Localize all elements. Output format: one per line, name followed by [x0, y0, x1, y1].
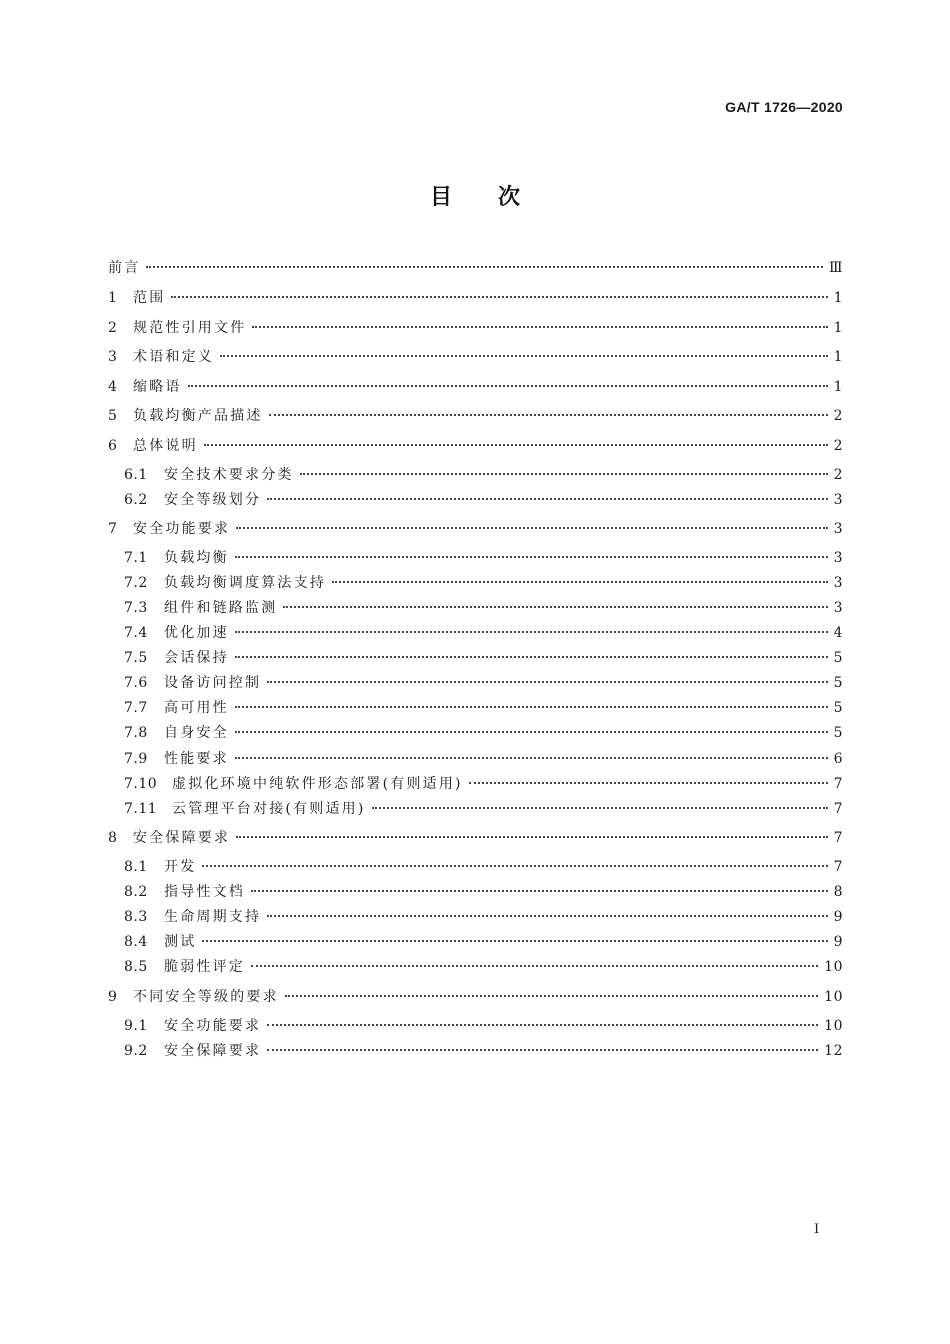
- toc-entry-page: 6: [833, 751, 843, 767]
- toc-entry-page: 2: [833, 408, 843, 424]
- toc-entry-label: 性能要求: [164, 751, 229, 767]
- toc-entry-label: 安全功能要求: [133, 521, 231, 537]
- toc-entry[interactable]: [108, 828, 843, 848]
- toc-entry[interactable]: [124, 882, 843, 902]
- toc-entry-page: 9: [833, 909, 843, 925]
- dot-leader: [235, 756, 828, 759]
- toc-entry-page: 1: [833, 379, 843, 395]
- toc-entry-number: 8.4: [124, 934, 148, 950]
- dot-leader: [235, 555, 828, 558]
- toc-entry-label: 不同安全等级的要求: [133, 989, 279, 1005]
- toc-entry[interactable]: [124, 1016, 843, 1036]
- toc-entry-number: 6.2: [124, 492, 148, 508]
- toc-entry-number: 8.2: [124, 884, 148, 900]
- dot-leader: [146, 265, 823, 268]
- toc-entry-number: 7.4: [124, 625, 148, 641]
- toc-entry-number: 7.2: [124, 575, 148, 591]
- toc-entry-label: 安全保障要求: [164, 1043, 262, 1059]
- toc-entry-number: 6: [108, 438, 118, 454]
- page-title: 目次: [429, 185, 566, 210]
- toc-entry-page: Ⅲ: [828, 260, 843, 276]
- dot-leader: [300, 472, 828, 475]
- toc-entry[interactable]: [124, 623, 843, 643]
- toc-entry-label: 负载均衡调度算法支持: [164, 575, 326, 591]
- toc-entry-number: 7.5: [124, 650, 148, 666]
- document-id: GA/T 1726—2020: [725, 99, 843, 115]
- toc-entry-number: 7.6: [124, 675, 148, 691]
- toc-entry-page: 10: [824, 959, 843, 975]
- toc-entry-number: 7.8: [124, 725, 148, 741]
- toc-entry-page: 7: [833, 801, 843, 817]
- toc-entry-label: 云管理平台对接(有则适用): [172, 801, 366, 817]
- dot-leader: [285, 994, 818, 997]
- toc-entry-label: 指导性文档: [164, 884, 245, 900]
- toc-entry-label: 脆弱性评定: [164, 959, 245, 975]
- toc-entry[interactable]: [124, 573, 843, 593]
- toc-entry-page: 3: [833, 550, 843, 566]
- toc-entry[interactable]: [108, 318, 843, 338]
- dot-leader: [267, 914, 827, 917]
- dot-leader: [236, 835, 827, 838]
- toc-entry-label: 高可用性: [164, 700, 229, 716]
- dot-leader: [283, 605, 827, 608]
- toc-entry-page: 7: [833, 859, 843, 875]
- dot-leader: [251, 889, 828, 892]
- toc-entry-number: 3: [108, 349, 118, 365]
- toc-entry-page: 2: [833, 467, 843, 483]
- toc-entry[interactable]: [108, 288, 843, 308]
- toc-entry[interactable]: [124, 907, 843, 927]
- dot-leader: [267, 1023, 818, 1026]
- toc-entry-number: 7.10: [124, 776, 158, 792]
- toc-entry-page: 5: [833, 650, 843, 666]
- toc-entry-number: 7.7: [124, 700, 148, 716]
- toc-entry-number: 5: [108, 408, 118, 424]
- toc-entry[interactable]: [124, 465, 843, 485]
- toc-entry[interactable]: [124, 673, 843, 693]
- dot-leader: [202, 864, 827, 867]
- toc-entry-label: 组件和链路监测: [164, 600, 278, 616]
- dot-leader: [220, 354, 828, 357]
- toc-entry[interactable]: [124, 598, 843, 618]
- toc-entry-page: 1: [833, 349, 843, 365]
- toc-entry-label: 前言: [108, 260, 141, 276]
- toc-entry[interactable]: [124, 857, 843, 877]
- toc-entry[interactable]: [124, 957, 843, 977]
- toc-entry-page: 5: [833, 675, 843, 691]
- toc-entry-page: 8: [833, 884, 843, 900]
- toc-entry[interactable]: [108, 519, 843, 539]
- toc-entry-page: 7: [833, 776, 843, 792]
- toc-entry[interactable]: [124, 648, 843, 668]
- toc-entry-number: 7.11: [124, 801, 158, 817]
- dot-leader: [267, 680, 827, 683]
- toc-entry[interactable]: [108, 436, 843, 456]
- toc-entry-number: 8: [108, 830, 118, 846]
- toc-entry[interactable]: [124, 774, 843, 794]
- toc-entry[interactable]: [124, 932, 843, 952]
- dot-leader: [235, 630, 828, 633]
- toc-entry-page: 9: [833, 934, 843, 950]
- dot-leader: [171, 295, 827, 298]
- toc-entry-page: 3: [833, 492, 843, 508]
- toc-entry[interactable]: [124, 548, 843, 568]
- toc-entry-number: 8.1: [124, 859, 148, 875]
- toc-entry-number: 7.3: [124, 600, 148, 616]
- toc-entry-label: 术语和定义: [133, 349, 214, 365]
- toc-entry-label: 总体说明: [133, 438, 198, 454]
- toc-entry[interactable]: [124, 490, 843, 510]
- dot-leader: [202, 939, 827, 942]
- dot-leader: [235, 705, 828, 708]
- toc-entry-page: 1: [833, 290, 843, 306]
- dot-leader: [252, 325, 827, 328]
- toc-entry-page: 5: [833, 725, 843, 741]
- toc-entry[interactable]: [124, 1041, 843, 1061]
- toc-entry-page: 1: [833, 320, 843, 336]
- toc-entry-label: 规范性引用文件: [133, 320, 247, 336]
- toc-entry-label: 设备访问控制: [164, 675, 262, 691]
- toc-entry-label: 安全技术要求分类: [164, 467, 294, 483]
- dot-leader: [188, 384, 828, 387]
- toc-entry-label: 生命周期支持: [164, 909, 262, 925]
- toc-entry-page: 3: [833, 575, 843, 591]
- toc-entry-page: 5: [833, 700, 843, 716]
- dot-leader: [235, 655, 828, 658]
- dot-leader: [469, 781, 828, 784]
- toc-entry[interactable]: [108, 377, 843, 397]
- toc-entry-label: 虚拟化环境中纯软件形态部署(有则适用): [172, 776, 463, 792]
- dot-leader: [251, 964, 818, 967]
- toc-entry-label: 自身安全: [164, 725, 229, 741]
- dot-leader: [235, 730, 828, 733]
- toc-entry-number: 8.5: [124, 959, 148, 975]
- toc-entry-label: 优化加速: [164, 625, 229, 641]
- toc-entry-label: 负载均衡: [164, 550, 229, 566]
- toc-entry[interactable]: [124, 698, 843, 718]
- toc-entry-number: 8.3: [124, 909, 148, 925]
- toc-entry-label: 安全功能要求: [164, 1018, 262, 1034]
- toc-entry-number: 9.1: [124, 1018, 148, 1034]
- toc-entry[interactable]: [108, 258, 843, 278]
- toc-entry-page: 3: [833, 600, 843, 616]
- page-number: I: [814, 1222, 820, 1237]
- toc-entry[interactable]: [124, 723, 843, 743]
- toc-entry[interactable]: [124, 799, 843, 819]
- dot-leader: [236, 526, 827, 529]
- toc-entry-number: 7.9: [124, 751, 148, 767]
- dot-leader: [204, 443, 828, 446]
- toc-entry-page: 12: [824, 1043, 843, 1059]
- toc-entry-number: 6.1: [124, 467, 148, 483]
- toc-entry-number: 7: [108, 521, 118, 537]
- toc-entry[interactable]: [108, 406, 843, 426]
- toc-entry-page: 10: [824, 989, 843, 1005]
- toc-entry[interactable]: [108, 987, 843, 1007]
- toc-entry-label: 会话保持: [164, 650, 229, 666]
- toc-entry-label: 负载均衡产品描述: [133, 408, 263, 424]
- dot-leader: [372, 806, 828, 809]
- toc-entry-number: 7.1: [124, 550, 148, 566]
- toc-entry[interactable]: [108, 347, 843, 367]
- toc-entry[interactable]: [124, 749, 843, 769]
- toc-entry-label: 缩略语: [133, 379, 182, 395]
- toc-entry-number: 9: [108, 989, 118, 1005]
- dot-leader: [267, 1048, 818, 1051]
- dot-leader: [267, 497, 827, 500]
- toc-entry-label: 安全等级划分: [164, 492, 262, 508]
- toc-entry-label: 测试: [164, 934, 197, 950]
- dot-leader: [269, 413, 828, 416]
- toc-entry-page: 7: [833, 830, 843, 846]
- toc-entry-page: 10: [824, 1018, 843, 1034]
- toc-entry-page: 4: [833, 625, 843, 641]
- toc-entry-label: 范围: [133, 290, 166, 306]
- toc-entry-number: 1: [108, 290, 118, 306]
- toc-entry-page: 2: [833, 438, 843, 454]
- toc-entry-number: 2: [108, 320, 118, 336]
- toc-entry-number: 9.2: [124, 1043, 148, 1059]
- dot-leader: [332, 580, 828, 583]
- toc-entry-label: 开发: [164, 859, 197, 875]
- toc-entry-label: 安全保障要求: [133, 830, 231, 846]
- toc-entry-page: 3: [833, 521, 843, 537]
- toc-entry-number: 4: [108, 379, 118, 395]
